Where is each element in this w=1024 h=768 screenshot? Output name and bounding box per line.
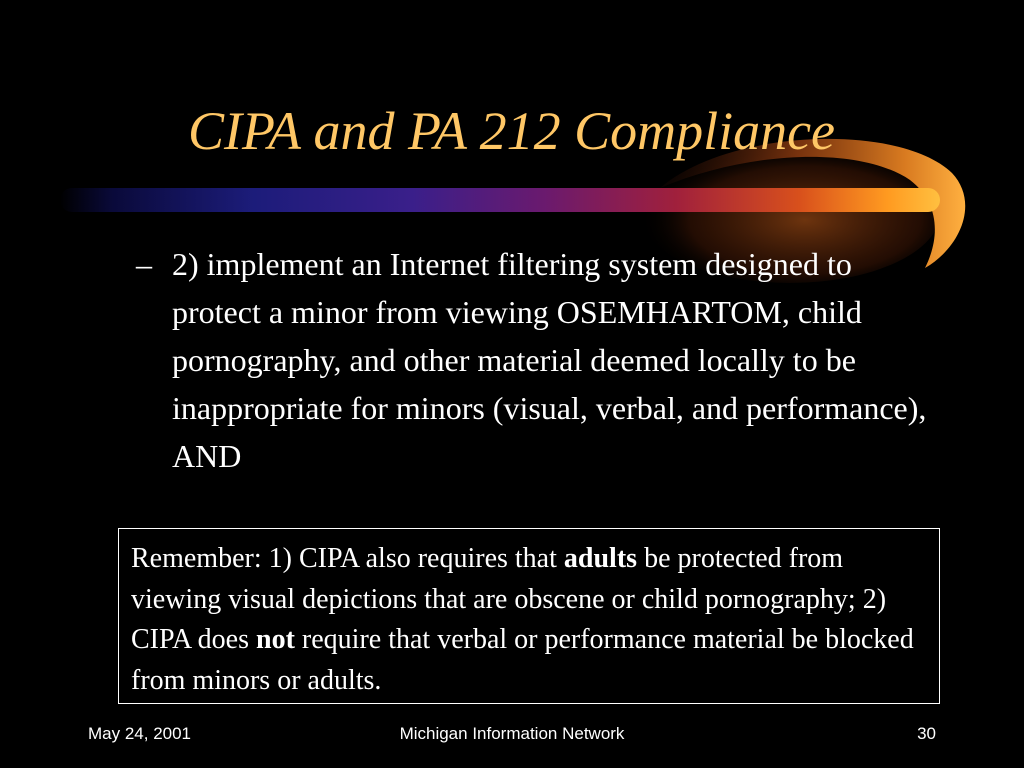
remember-note-box	[118, 528, 940, 704]
slide-title: CIPA and PA 212 Compliance	[188, 101, 836, 161]
footer-organization: Michigan Information Network	[399, 724, 625, 743]
remember-text-part3: require that verbal or performance material be blocked from minors or adults.	[131, 624, 914, 696]
footer-date: May 24, 2001	[88, 724, 192, 743]
remember-text-part1: Remember: 1) CIPA also requires that	[131, 543, 564, 574]
remember-text-part2: be protected from viewing visual depictions that are obscene or child pornography; 2) CIPA does	[131, 543, 887, 655]
remember-bold-adults: adults	[563, 543, 638, 574]
bullet-item	[136, 240, 956, 480]
footer-page-number: 30	[917, 724, 936, 743]
swoosh-bar-decoration	[60, 188, 940, 212]
bullet-dash: –	[136, 246, 152, 282]
remember-bold-not: not	[256, 624, 295, 655]
bullet-text: 2) implement an Internet filtering system designed to protect a minor from viewing OSEMHARTOM, child pornography, and other material deemed locally to be inappropriate for minors (visual, verbal, and performance), AND	[172, 246, 927, 474]
